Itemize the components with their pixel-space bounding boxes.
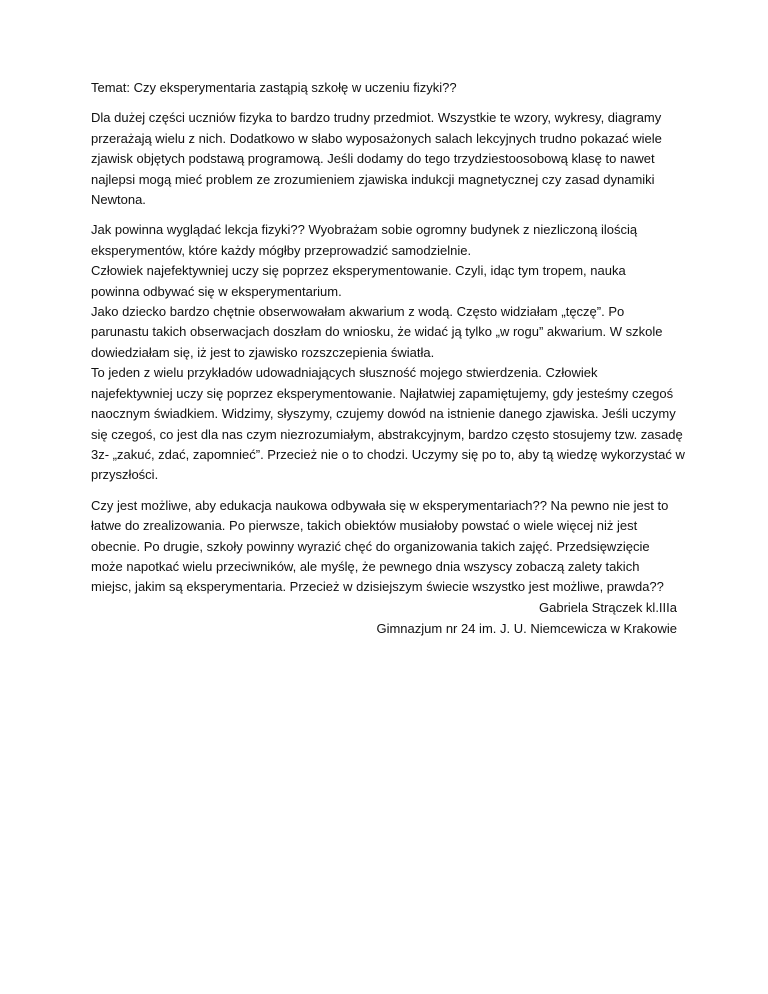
- text-line: eksperymentów, które każdy mógłby przeprowadzić samodzielnie.: [91, 242, 472, 258]
- text-line: Newtona.: [91, 192, 146, 208]
- text-line: miejsc, jakim są eksperymentaria. Przecież w dzisiejszym świecie wszystko jest możliwe, prawda??: [91, 579, 664, 595]
- text-line: łatwe do zrealizowania. Po pierwsze, takich obiektów musiałoby powstać o wiele więcej niż jest: [91, 518, 638, 534]
- text-line: się czegoś, co jest dla nas czym niezrozumiałym, abstrakcyjnym, bardzo często stosujemy tzw. zasadę: [91, 426, 683, 442]
- author-name: Gabriela Strączek kl.IIIa: [539, 600, 677, 615]
- text-line: To jeden z wielu przykładów udowadniających słuszność mojego stwierdzenia. Człowiek: [91, 365, 598, 381]
- paragraph-2: [91, 220, 691, 485]
- school-name: Gimnazjum nr 24 im. J. U. Niemcewicza w Krakowie: [376, 621, 677, 636]
- text-line: Jako dziecko bardzo chętnie obserwowałam akwarium z wodą. Często widziałam „tęczę”. Po: [91, 304, 625, 320]
- text-line: Człowiek najefektywniej uczy się poprzez eksperymentowanie. Czyli, idąc tym tropem, nauka: [91, 263, 626, 279]
- text-line: najlepsi mogą mieć problem ze zrozumieniem zjawiska indukcji magnetycznej czy zasad dynamiki: [91, 171, 655, 187]
- signature-block: [376, 597, 677, 639]
- text-line: powinna odbywać się w eksperymentarium.: [91, 283, 342, 299]
- text-line: Czy jest możliwe, aby edukacja naukowa odbywała się w eksperymentariach?? Na pewno nie jest to: [91, 497, 669, 513]
- document-title: Temat: Czy eksperymentaria zastąpią szkołę w uczeniu fizyki??: [91, 80, 457, 95]
- text-line: przerażają wielu z nich. Dodatkowo w słabo wyposażonych salach lekcyjnych trudno pokazać wiele: [91, 130, 662, 146]
- paragraph-1: [91, 108, 691, 210]
- text-line: przyszłości.: [91, 467, 159, 483]
- text-line: naocznym świadkiem. Widzimy, słyszymy, czujemy dowód na istnienie danego zjawiska. Jeśli uczymy: [91, 406, 676, 422]
- document-body: [91, 78, 691, 608]
- text-line: 3z- „zakuć, zdać, zapomnieć”. Przecież nie o to chodzi. Uczymy się po to, aby tą wiedzę wykorzystać w: [91, 446, 685, 462]
- text-line: obecnie. Po drugie, szkoły powinny wyrazić chęć do organizowania takich zajęć. Przedsięwzięcie: [91, 538, 650, 554]
- text-line: Dla dużej części uczniów fizyka to bardzo trudny przedmiot. Wszystkie te wzory, wykresy, diagramy: [91, 110, 662, 126]
- text-line: parunastu takich obserwacjach doszłam do wniosku, że widać ją tylko „w rogu” akwarium. W szkole: [91, 324, 663, 340]
- text-line: zjawisk objętych podstawą programową. Jeśli dodamy do tego trzydziestoosobową klasę to nawet: [91, 151, 655, 167]
- paragraph-3: [91, 496, 691, 598]
- text-line: najefektywniej uczy się poprzez eksperymentowanie. Najłatwiej zapamiętujemy, gdy jesteśmy czegoś: [91, 385, 674, 401]
- text-line: dowiedziałam się, iż jest to zjawisko rozszczepienia światła.: [91, 344, 435, 360]
- text-line: Jak powinna wyglądać lekcja fizyki?? Wyobrażam sobie ogromny budynek z niezliczoną ilością: [91, 222, 638, 238]
- text-line: może napotkać wielu przeciwników, ale myślę, że pewnego dnia wszyscy zobaczą zalety takich: [91, 558, 640, 574]
